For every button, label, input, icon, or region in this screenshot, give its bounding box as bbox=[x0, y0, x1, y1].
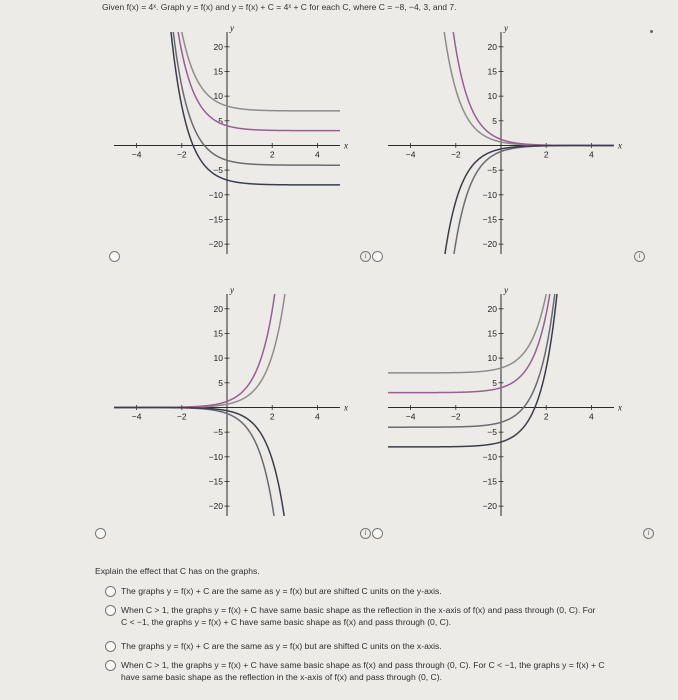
y-axis-label: y bbox=[504, 23, 508, 33]
x-axis-label: x bbox=[618, 140, 622, 151]
graph-choice-radio-3[interactable] bbox=[95, 528, 106, 539]
y-tick-label: −5 bbox=[487, 427, 497, 438]
y-tick-label: 10 bbox=[487, 353, 497, 364]
y-tick-label: 15 bbox=[487, 328, 497, 339]
x-tick-label: −2 bbox=[176, 411, 187, 422]
x-axis-label: x bbox=[618, 402, 622, 413]
explain-option-text: have same basic shape as the reflection in the x-axis of f(x) and pass through (0, C). bbox=[121, 672, 442, 682]
explain-option-text: The graphs y = f(x) + C are the same as y = f(x) but are shifted C units on the x-axis. bbox=[121, 641, 442, 651]
y-tick-label: −15 bbox=[208, 214, 223, 225]
pen-mark-dot bbox=[650, 30, 653, 33]
graph-top-left bbox=[108, 20, 358, 260]
x-tick-label: −2 bbox=[176, 149, 187, 160]
y-tick-label: −15 bbox=[482, 214, 497, 225]
y-tick-label: 5 bbox=[218, 377, 223, 388]
x-axis-label: x bbox=[344, 402, 348, 413]
y-tick-label: −10 bbox=[208, 451, 223, 462]
x-tick-label: 2 bbox=[543, 411, 549, 422]
y-axis-label: y bbox=[230, 285, 234, 295]
y-tick-label: 15 bbox=[213, 66, 223, 77]
y-tick-label: −10 bbox=[208, 189, 223, 200]
x-tick-label: 4 bbox=[589, 411, 594, 422]
graph-top-right bbox=[382, 20, 632, 260]
explain-option-text: When C > 1, the graphs y = f(x) + C have same basic shape as f(x) and pass through (0, C). For C < −1, the graphs y = f(x) + C bbox=[121, 660, 605, 670]
info-icon[interactable]: i bbox=[634, 251, 645, 262]
y-tick-label: −5 bbox=[213, 165, 223, 176]
y-tick-label: 10 bbox=[213, 91, 223, 102]
graph-bottom-right bbox=[382, 282, 632, 522]
explain-option-radio[interactable] bbox=[105, 586, 116, 597]
y-tick-label: −15 bbox=[482, 476, 497, 487]
y-tick-label: 10 bbox=[487, 91, 497, 102]
x-tick-label: 4 bbox=[589, 149, 594, 160]
graph-top-left-svg bbox=[108, 20, 358, 260]
x-tick-label: 4 bbox=[315, 411, 320, 422]
explain-option-radio[interactable] bbox=[105, 660, 116, 671]
y-tick-label: 10 bbox=[213, 353, 223, 364]
y-tick-label: −5 bbox=[487, 165, 497, 176]
explain-option-text: The graphs y = f(x) + C are the same as y = f(x) but are shifted C units on the y-axis. bbox=[121, 586, 442, 596]
x-tick-label: −2 bbox=[450, 149, 461, 160]
explain-option-text: C < −1, the graphs y = f(x) + C have same basic shape as f(x) and pass through (0, C). bbox=[121, 617, 452, 627]
explain-prompt: Explain the effect that C has on the graphs. bbox=[95, 566, 260, 576]
y-tick-label: 15 bbox=[213, 328, 223, 339]
y-tick-label: 5 bbox=[218, 115, 223, 126]
x-tick-label: −4 bbox=[405, 411, 416, 422]
y-tick-label: 20 bbox=[213, 303, 223, 314]
y-tick-label: −5 bbox=[213, 427, 223, 438]
x-tick-label: 2 bbox=[269, 411, 275, 422]
y-tick-label: −20 bbox=[482, 501, 497, 512]
graph-bottom-left-svg bbox=[108, 282, 358, 522]
y-tick-label: −20 bbox=[208, 239, 223, 250]
y-axis-label: y bbox=[504, 285, 508, 295]
y-axis-label: y bbox=[230, 23, 234, 33]
x-tick-label: −4 bbox=[405, 149, 416, 160]
info-icon[interactable]: i bbox=[360, 528, 371, 539]
x-tick-label: −2 bbox=[450, 411, 461, 422]
y-tick-label: 20 bbox=[487, 41, 497, 52]
y-tick-label: −10 bbox=[482, 451, 497, 462]
x-axis-label: x bbox=[344, 140, 348, 151]
y-tick-label: 15 bbox=[487, 66, 497, 77]
x-tick-label: 4 bbox=[315, 149, 320, 160]
y-tick-label: −20 bbox=[482, 239, 497, 250]
x-tick-label: −4 bbox=[131, 411, 142, 422]
graph-top-right-svg bbox=[382, 20, 632, 260]
graph-bottom-left bbox=[108, 282, 358, 522]
y-tick-label: 5 bbox=[492, 115, 497, 126]
graph-choice-radio-1[interactable] bbox=[109, 251, 120, 262]
graph-choice-radio-4[interactable] bbox=[372, 528, 383, 539]
x-tick-label: 2 bbox=[269, 149, 275, 160]
x-tick-label: 2 bbox=[543, 149, 549, 160]
question-text: Given f(x) = 4ˣ. Graph y = f(x) and y = f(x) + C = 4ˣ + C for each C, where C = −8, −4, 3, and 7. bbox=[102, 2, 457, 12]
graph-choice-radio-2[interactable] bbox=[372, 251, 383, 262]
explain-option-radio[interactable] bbox=[105, 605, 116, 616]
y-tick-label: 20 bbox=[487, 303, 497, 314]
y-tick-label: 5 bbox=[492, 377, 497, 388]
y-tick-label: −15 bbox=[208, 476, 223, 487]
explain-option-radio[interactable] bbox=[105, 641, 116, 652]
y-tick-label: −10 bbox=[482, 189, 497, 200]
y-tick-label: −20 bbox=[208, 501, 223, 512]
info-icon[interactable]: i bbox=[360, 251, 371, 262]
y-tick-label: 20 bbox=[213, 41, 223, 52]
info-icon[interactable]: i bbox=[643, 528, 654, 539]
explain-option-text: When C > 1, the graphs y = f(x) + C have same basic shape as the reflection in the x-axis of f(x) and pass through (0, C). For bbox=[121, 605, 596, 615]
x-tick-label: −4 bbox=[131, 149, 142, 160]
graph-bottom-right-svg bbox=[382, 282, 632, 522]
